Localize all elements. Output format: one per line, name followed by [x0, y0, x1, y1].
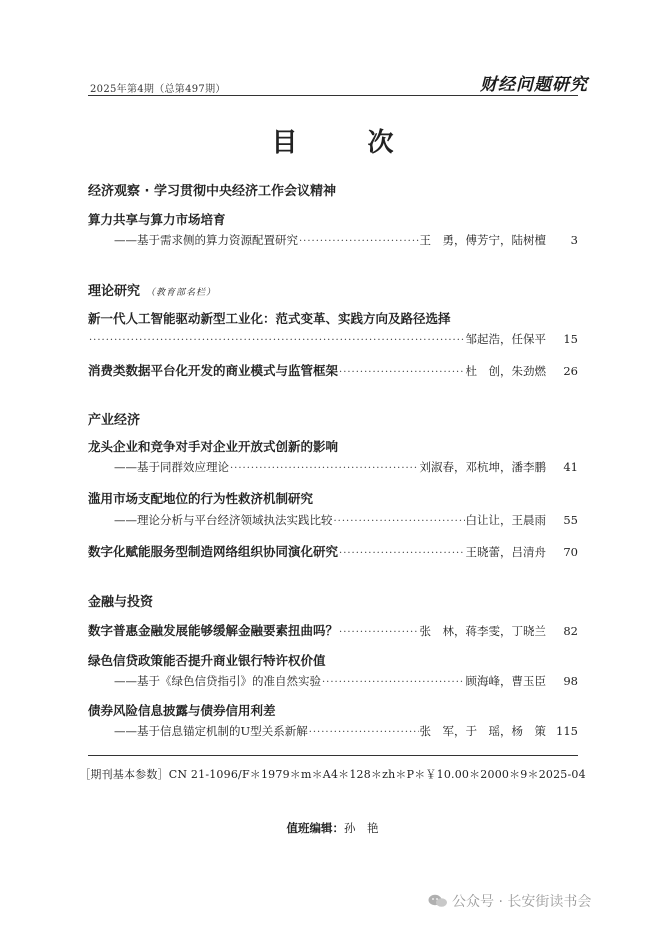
- article-authors: 王晓蕾，吕清舟: [465, 545, 546, 559]
- article-authors: 王 勇，傅芳宁，陆树檀: [419, 233, 546, 247]
- dot-leader: [322, 677, 465, 688]
- page-number: 3: [570, 233, 578, 247]
- toc-row[interactable]: [88, 542, 578, 560]
- toc-row[interactable]: [88, 459, 578, 475]
- article-authors: 顾海峰，曹玉臣: [465, 674, 546, 688]
- toc-row[interactable]: [88, 512, 578, 528]
- toc-row[interactable]: [88, 621, 578, 639]
- article-title[interactable]: 债券风险信息披露与债券信用利差: [88, 703, 276, 718]
- section-heading-industrial-economics: 产业经济: [88, 413, 141, 428]
- article-title[interactable]: 绿色信贷政策能否提升商业银行特许权价值: [88, 653, 326, 668]
- section-heading-economic-observation: 经济观察 · 学习贯彻中央经济工作会议精神: [88, 184, 336, 199]
- article-subtitle: ——基于同群效应理论: [114, 460, 229, 474]
- section-note: （教育部名栏）: [146, 288, 217, 298]
- watermark: 公众号 · 长安街读书会: [428, 891, 591, 911]
- page-number: 115: [556, 724, 578, 738]
- article-title: 数字普惠金融发展能够缓解金融要素扭曲吗？: [88, 623, 339, 638]
- section-heading-theory: 理论研究 （教育部名栏）: [88, 284, 217, 299]
- header-divider: [88, 95, 578, 96]
- article-authors: 邹起浩，任保平: [465, 332, 546, 346]
- article-subtitle: ——基于需求侧的算力资源配置研究: [114, 233, 298, 247]
- dot-leader: [339, 627, 418, 638]
- page-number: 15: [563, 332, 578, 346]
- dot-leader: [309, 727, 419, 738]
- duty-editor-name: 孙 艳: [344, 821, 379, 835]
- page-number: 98: [563, 674, 578, 688]
- footer-divider: [88, 755, 578, 756]
- dot-leader: [89, 335, 465, 346]
- article-title[interactable]: 新一代人工智能驱动新型工业化：范式变革、实践方向及路径选择: [88, 311, 451, 326]
- toc-title: 目 次: [271, 128, 416, 158]
- dot-leader: [230, 463, 419, 474]
- duty-editor: [0, 820, 665, 836]
- dot-leader: [299, 236, 419, 247]
- article-authors: 刘淑春，邓杭坤，潘李鹏: [419, 460, 546, 474]
- page-number: 26: [563, 364, 578, 378]
- toc-row[interactable]: [88, 673, 578, 689]
- article-title: 数字化赋能服务型制造网络组织协同演化研究: [88, 544, 339, 559]
- article-title: 消费类数据平台化开发的商业模式与监管框架: [88, 363, 339, 378]
- article-title[interactable]: 滥用市场支配地位的行为性救济机制研究: [88, 491, 314, 506]
- wechat-icon: [428, 894, 448, 908]
- duty-editor-label: 值班编辑：: [286, 821, 344, 835]
- page-number: 41: [563, 460, 578, 474]
- article-title[interactable]: 算力共享与算力市场培育: [88, 212, 226, 227]
- journal-logo: 财经问题研究: [480, 75, 588, 95]
- page-number: 55: [563, 513, 578, 527]
- toc-row[interactable]: [88, 331, 578, 347]
- dot-leader: [334, 516, 465, 527]
- article-title[interactable]: 龙头企业和竞争对手对企业开放式创新的影响: [88, 439, 339, 454]
- article-authors: 张 军，于 瑶，杨 策: [419, 724, 546, 738]
- journal-parameters: ［期刊基本参数］CN 21-1096/F＊1979＊m＊A4＊128＊zh＊P＊￥10.00＊2000＊9＊2025-04: [79, 768, 586, 781]
- page-number: 70: [563, 545, 578, 559]
- toc-row[interactable]: [88, 361, 578, 379]
- article-subtitle: ——理论分析与平台经济领域执法实践比较: [114, 513, 333, 527]
- article-authors: 张 林，蒋李雯，丁晓兰: [419, 624, 546, 638]
- section-heading-finance-investment: 金融与投资: [88, 595, 154, 610]
- dot-leader: [339, 548, 464, 559]
- article-subtitle: ——基于《绿色信贷指引》的准自然实验: [114, 674, 321, 688]
- toc-row[interactable]: [88, 232, 578, 248]
- article-authors: 杜 创，朱劲燃: [465, 364, 546, 378]
- article-subtitle: ——基于信息锚定机制的U型关系新解: [114, 724, 308, 738]
- page-number: 82: [563, 624, 578, 638]
- article-authors: 白让让，王晨雨: [465, 513, 546, 527]
- toc-row[interactable]: [88, 723, 578, 739]
- dot-leader: [339, 367, 464, 378]
- issue-info: 2025年第4期（总第497期）: [90, 84, 226, 95]
